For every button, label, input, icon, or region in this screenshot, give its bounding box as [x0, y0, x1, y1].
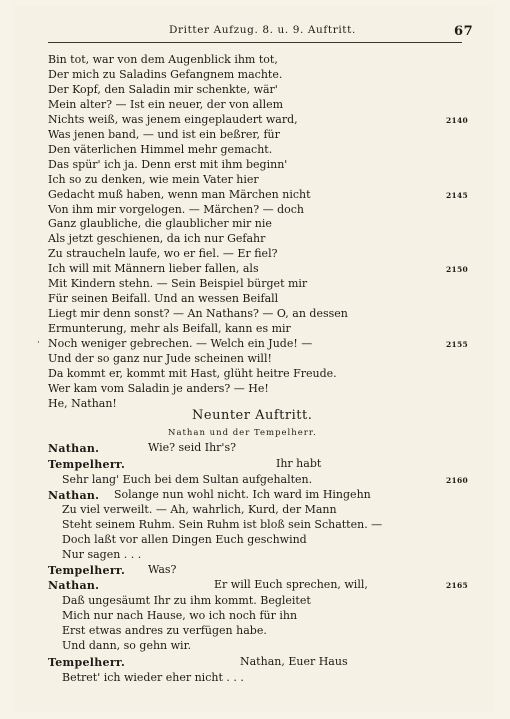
line-number: 2150	[446, 265, 469, 274]
line-number: 2140	[446, 116, 469, 125]
speaker-nathan: Nathan.	[48, 442, 100, 455]
dialogue-line: Erst etwas andres zu verfügen habe.	[62, 624, 267, 637]
verse-line: Da kommt er, kommt mit Hast, glüht heitre Freude.	[48, 367, 337, 380]
speaker-nathan: Nathan.	[48, 489, 100, 502]
page-number: 67	[454, 24, 474, 39]
scene-subheading: Nathan und der Tempelherr.	[168, 428, 317, 438]
verse-line: Mit Kindern stehn. — Sein Beispiel bürget mir	[48, 277, 308, 290]
verse-line: Bin tot, war von dem Augenblick ihm tot,	[48, 53, 278, 66]
verse-line: Der Kopf, den Saladin mir schenkte, wär'	[48, 83, 278, 96]
verse-line: Zu straucheln laufe, wo er fiel. — Er fiel?	[48, 247, 278, 260]
verse-line: Als jetzt geschienen, da ich nur Gefahr	[48, 232, 266, 245]
dialogue-line: Nathan, Euer Haus	[240, 655, 348, 668]
verse-line: Das spür' ich ja. Denn erst mit ihm beginn'	[48, 158, 288, 171]
verse-line: Ich will mit Männern lieber fallen, als	[48, 262, 259, 275]
verse-line: Den väterlichen Himmel mehr gemacht.	[48, 143, 273, 156]
margin-mark: ·	[37, 338, 40, 348]
verse-line: Ganz glaubliche, die glaublicher mir nie	[48, 217, 272, 230]
dialogue-line: Was?	[148, 563, 177, 576]
book-page	[14, 6, 494, 712]
verse-line: Ich so zu denken, wie mein Vater hier	[48, 173, 259, 186]
dialogue-line: Zu viel verweilt. — Ah, wahrlich, Kurd, der Mann	[62, 503, 337, 516]
dialogue-line: Nur sagen . . .	[62, 548, 142, 561]
verse-line: He, Nathan!	[48, 397, 117, 410]
dialogue-line: Sehr lang' Euch bei dem Sultan aufgehalten.	[62, 473, 313, 486]
dialogue-line: Er will Euch sprechen, will,	[214, 578, 368, 591]
speaker-tempelherr: Tempelherr.	[48, 564, 126, 577]
dialogue-line: Ihr habt	[276, 457, 322, 470]
dialogue-line: Steht seinem Ruhm. Sein Ruhm ist bloß sein Schatten. —	[62, 518, 383, 531]
dialogue-line: Mich nur nach Hause, wo ich noch für ihn	[62, 609, 298, 622]
line-number: 2155	[446, 340, 469, 349]
verse-line: Ermunterung, mehr als Beifall, kann es mir	[48, 322, 291, 335]
speaker-tempelherr: Tempelherr.	[48, 656, 126, 669]
line-number: 2165	[446, 581, 469, 590]
verse-line: Was jenen band, — und ist ein beßrer, für	[48, 128, 280, 141]
dialogue-line: Und dann, so gehn wir.	[62, 639, 192, 652]
dialogue-line: Daß ungesäumt Ihr zu ihm kommt. Begleitet	[62, 594, 311, 607]
verse-line: Und der so ganz nur Jude scheinen will!	[48, 352, 272, 365]
header-rule	[48, 42, 462, 43]
verse-line: Mein alter? — Ist ein neuer, der von allem	[48, 98, 284, 111]
line-number: 2145	[446, 191, 469, 200]
running-head: Dritter Aufzug. 8. u. 9. Auftritt.	[169, 24, 356, 36]
line-number: 2160	[446, 476, 469, 485]
speaker-nathan: Nathan.	[48, 579, 100, 592]
scene-heading: Neunter Auftritt.	[192, 408, 313, 423]
verse-line: Wer kam vom Saladin je anders? — He!	[48, 382, 269, 395]
verse-line: Der mich zu Saladins Gefangnem machte.	[48, 68, 283, 81]
dialogue-line: Doch laßt vor allen Dingen Euch geschwind	[62, 533, 307, 546]
verse-line: Für seinen Beifall. Und an wessen Beifall	[48, 292, 279, 305]
verse-line: Liegt mir denn sonst? — An Nathans? — O, an dessen	[48, 307, 348, 320]
verse-line: Noch weniger gebrechen. — Welch ein Jude! —	[48, 337, 313, 350]
verse-line: Nichts weiß, was jenem eingeplaudert ward,	[48, 113, 298, 126]
dialogue-line: Wie? seid Ihr's?	[148, 441, 236, 454]
verse-line: Gedacht muß haben, wenn man Märchen nicht	[48, 188, 311, 201]
verse-line: Von ihm mir vorgelogen. — Märchen? — doch	[48, 203, 305, 216]
dialogue-line: Solange nun wohl nicht. Ich ward im Hingehn	[114, 488, 371, 501]
dialogue-line: Betret' ich wieder eher nicht . . .	[62, 671, 244, 684]
speaker-tempelherr: Tempelherr.	[48, 458, 126, 471]
